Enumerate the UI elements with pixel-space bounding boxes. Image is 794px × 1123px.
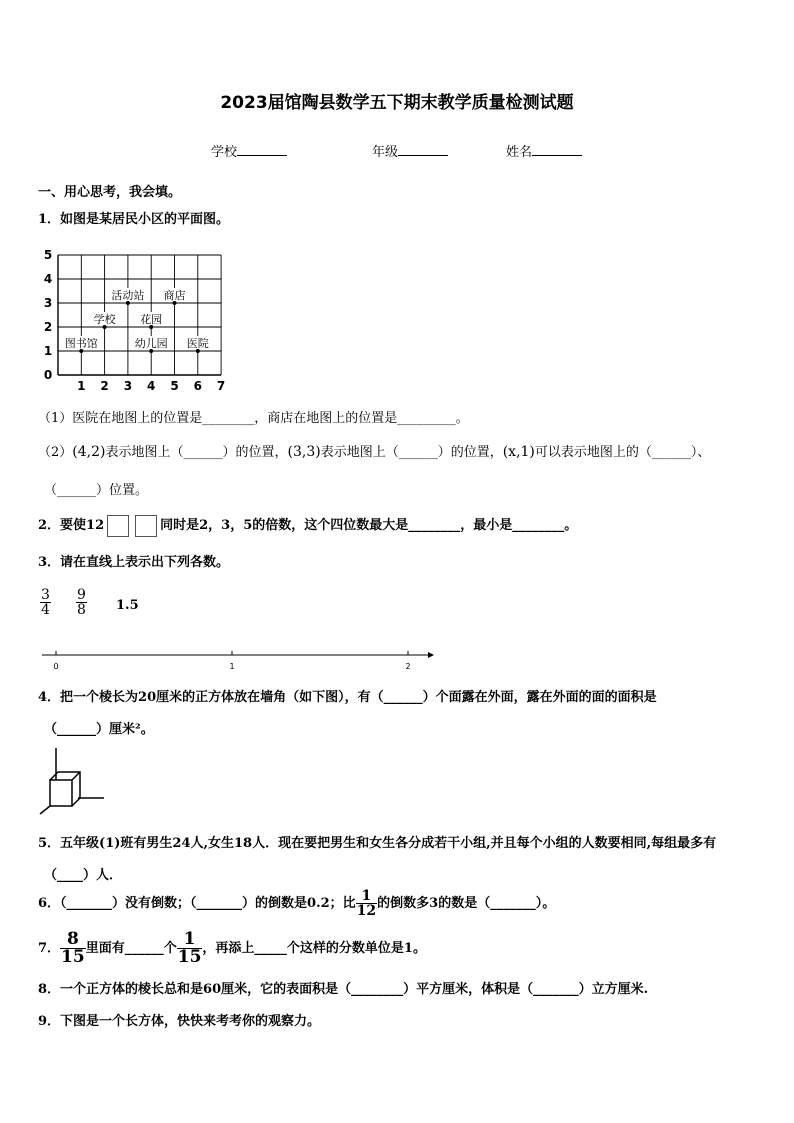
point-4-2: (4,2) (72, 444, 106, 460)
grade-blank[interactable] (398, 143, 448, 156)
grade-label: 年级 (372, 145, 399, 160)
fraction-3-4 (40, 588, 51, 617)
fraction-denominator: 4 (41, 602, 50, 618)
place-label: 幼儿园 (134, 337, 168, 350)
part-2-text-b: 表示地图上（______）的位置， (320, 445, 503, 460)
y-tick-label: 3 (43, 296, 53, 310)
y-tick-label: 4 (43, 272, 53, 286)
question-1-part-2-cont: （______）位置。 (44, 483, 149, 498)
school-field (211, 141, 287, 160)
x-tick-label: 3 (123, 379, 133, 393)
question-7-rest: ，再添上_____个这样的分数单位是1。 (202, 941, 426, 956)
name-label: 姓名 (506, 145, 533, 160)
name-field (506, 141, 582, 160)
number-line-ticks (53, 651, 410, 671)
digit-box-2[interactable] (135, 515, 157, 537)
question-1-part-1: （1）医院在地图上的位置是________，商店在地图上的位置是_________。 (38, 411, 469, 426)
part-2-text-c: 可以表示地图上的（______）、 (534, 445, 711, 460)
place-label: 医院 (186, 337, 209, 350)
question-2 (38, 514, 577, 537)
fraction-denominator: 15 (177, 947, 202, 967)
neighborhood-map (38, 244, 238, 394)
name-blank[interactable] (532, 143, 582, 156)
grade-field (372, 141, 448, 160)
fraction-denominator: 8 (77, 602, 86, 618)
map-x-ticks (77, 379, 225, 393)
y-tick-label: 5 (43, 248, 53, 262)
question-4-cont: （______）厘米²。 (44, 722, 154, 737)
x-tick-label: 7 (216, 379, 226, 393)
section-heading: 一、用心思考，我会填。 (38, 185, 182, 200)
question-5-cont: （____）人． (44, 868, 123, 883)
arrow-right-icon (428, 652, 434, 658)
school-label: 学校 (211, 145, 238, 160)
x-tick-label: 4 (147, 379, 156, 393)
fraction-1-12 (356, 889, 377, 918)
question-3: 3．请在直线上表示出下列各数。 (38, 555, 230, 570)
fraction-denominator: 15 (61, 947, 85, 967)
school-blank[interactable] (237, 143, 287, 156)
question-7-mid: 里面有______个 (85, 941, 177, 956)
question-8: 8．一个正方体的棱长总和是60厘米，它的表面积是（________）平方厘米，体积是（_______）立方厘米. (38, 982, 649, 997)
x-tick-label: 5 (170, 379, 179, 393)
place-label: 活动站 (111, 289, 145, 302)
map-places (62, 288, 211, 353)
fraction-numerator: 3 (41, 587, 50, 603)
number-line-label: 1 (229, 662, 235, 671)
x-tick-label: 1 (77, 379, 86, 393)
fraction-numerator: 9 (77, 587, 86, 603)
question-7-lead: 7． (38, 941, 61, 956)
place-label: 学校 (93, 313, 116, 326)
part-2-text-a: 表示地图上（______）的位置， (105, 445, 288, 460)
x-tick-label: 2 (100, 379, 109, 393)
question-1: 1．如图是某居民小区的平面图。 (38, 212, 230, 227)
fraction-numerator: 1 (183, 929, 196, 949)
y-tick-label: 1 (43, 344, 53, 358)
question-6-rest: 的倒数多3的数是（_______）。 (377, 896, 556, 911)
map-y-ticks (44, 248, 52, 382)
question-6-lead: 6．（_______）没有倒数；（_______）的倒数是0.2；比 (38, 896, 356, 911)
y-tick-label: 0 (43, 368, 53, 382)
point-3-3: (3,3) (287, 444, 321, 460)
page-title: 2023届馆陶县数学五下期末教学质量检测试题 (220, 93, 574, 113)
fraction-denominator: 12 (356, 903, 377, 919)
question-9: 9．下图是一个长方体，快快来考考你的观察力。 (38, 1014, 321, 1029)
number-line-label: 2 (405, 662, 411, 671)
place-label: 花园 (140, 313, 163, 326)
question-1-part-2 (38, 441, 710, 460)
x-tick-label: 6 (193, 379, 202, 393)
fraction-8-15 (60, 931, 86, 966)
place-label: 图书馆 (64, 337, 98, 350)
fraction-9-8 (76, 588, 87, 617)
decimal-1-5: 1.5 (116, 598, 139, 613)
y-tick-label: 2 (43, 320, 53, 334)
point-x-1: (x,1) (502, 444, 535, 460)
fraction-numerator: 1 (361, 888, 372, 904)
question-6 (38, 889, 555, 918)
question-7 (38, 931, 426, 966)
question-5: 5．五年级(1)班有男生24人,女生18人．现在要把男生和女生各分成若干小组,并且每个小组的人数要相同,每组最多有 (38, 836, 717, 851)
number-line-label: 0 (53, 662, 59, 671)
question-4: 4．把一个棱长为20厘米的正方体放在墙角（如下图），有（______）个面露在外面，露在外面的面的面积是 (38, 690, 657, 705)
cube-in-corner-figure (38, 746, 108, 816)
place-label: 商店 (163, 289, 186, 302)
number-line (38, 645, 438, 671)
digit-box-1[interactable] (107, 515, 129, 537)
question-2-lead: 2．要使12 (38, 518, 105, 533)
question-2-rest: 同时是2，3，5的倍数，这个四位数最大是________，最小是________。 (160, 518, 578, 533)
fraction-1-15 (177, 931, 203, 966)
part-2-label: （2） (38, 445, 73, 460)
fraction-numerator: 8 (66, 929, 79, 949)
